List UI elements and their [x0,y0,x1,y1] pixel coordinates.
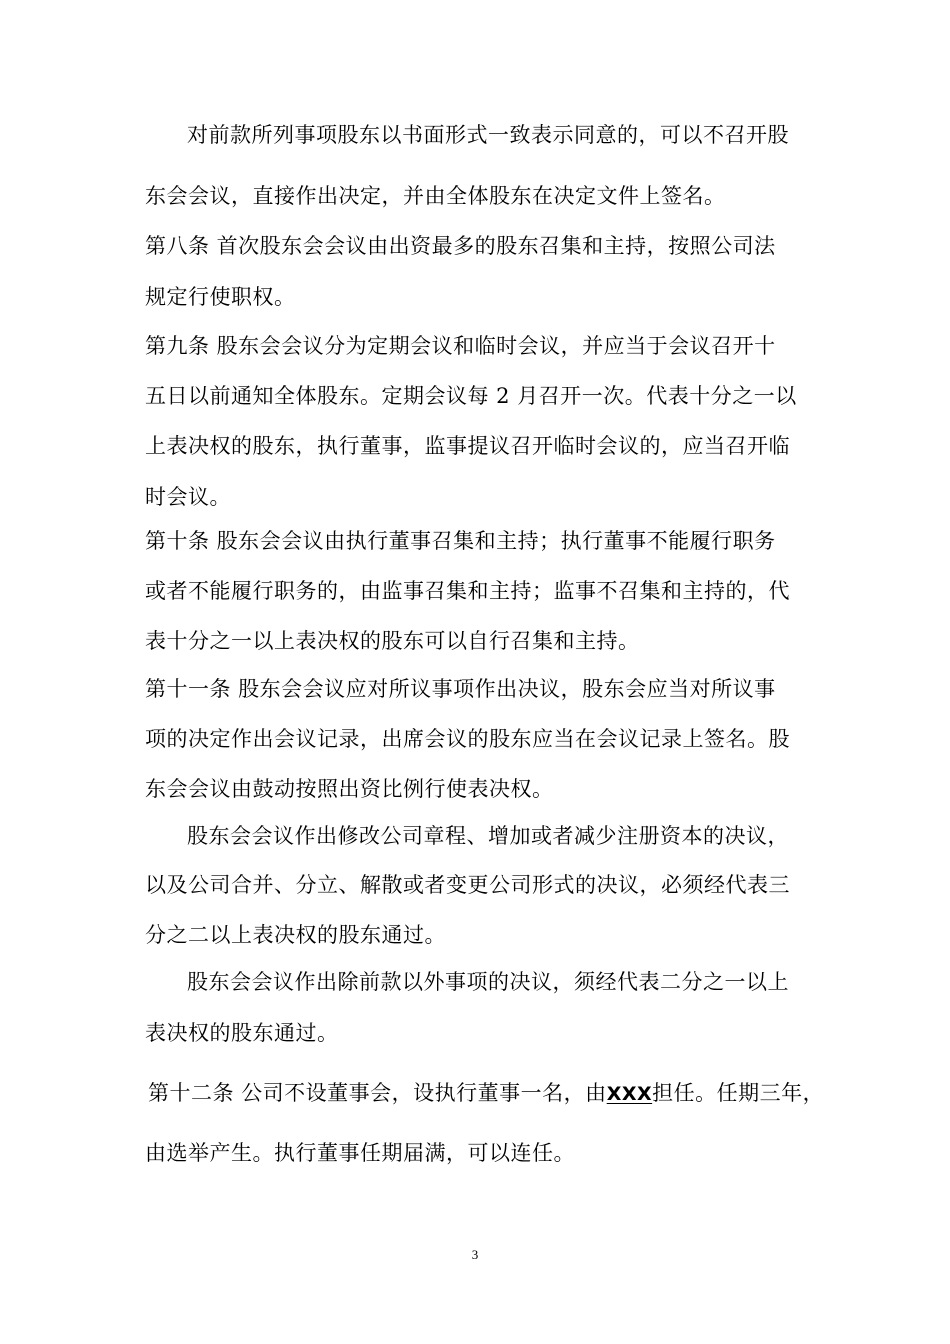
article-12-line [148,1080,824,1107]
article-9-line: 第九条 股东会会议分为定期会议和临时会议，并应当于会议召开十 [145,334,776,358]
article-9-line: 五日以前通知全体股东。定期会议每 2 月召开一次。代表十分之一以 [145,384,797,408]
article-11-line: 东会会议由鼓动按照出资比例行使表决权。 [145,777,554,801]
article-10-line: 或者不能履行职务的，由监事召集和主持；监事不召集和主持的，代 [145,579,790,603]
article-11-clause-line: 表决权的股东通过。 [145,1021,339,1045]
page-number: 3 [471,1247,479,1262]
article-11-line: 第十一条 股东会会议应对所议事项作出决议，股东会应当对所议事 [145,677,776,701]
article-11-clause-line: 股东会会议作出除前款以外事项的决议，须经代表二分之一以上 [187,970,789,994]
article-11-clause-line: 分之二以上表决权的股东通过。 [145,923,446,947]
article-11-clause-line: 以及公司合并、分立、解散或者变更公司形式的决议，必须经代表三 [145,873,790,897]
article-11-line: 项的决定作出会议记录，出席会议的股东应当在会议记录上签名。股 [145,727,790,751]
article-12-text: 担任。任期三年， [652,1081,825,1105]
article-11-clause-line: 股东会会议作出修改公司章程、增加或者减少注册资本的决议， [187,824,789,848]
article-8-line: 规定行使职权。 [145,285,296,309]
article-12-line: 由选举产生。执行董事任期届满，可以连任。 [145,1141,575,1165]
article-9-line: 时会议。 [145,485,231,509]
article-12-text: 第十二条 公司不设董事会，设执行董事一名，由 [148,1081,607,1105]
executive-director-name: XXX [606,1083,653,1105]
article-8-line: 第八条 首次股东会会议由出资最多的股东召集和主持，按照公司法 [145,234,776,258]
article-9-line: 上表决权的股东，执行董事，监事提议召开临时会议的，应当召开临 [145,434,790,458]
article-10-line: 第十条 股东会会议由执行董事召集和主持；执行董事不能履行职务 [145,529,776,553]
paragraph-line: 东会会议，直接作出决定，并由全体股东在决定文件上签名。 [145,184,726,208]
article-10-line: 表十分之一以上表决权的股东可以自行召集和主持。 [145,629,640,653]
paragraph-line: 对前款所列事项股东以书面形式一致表示同意的，可以不召开股 [187,123,789,147]
